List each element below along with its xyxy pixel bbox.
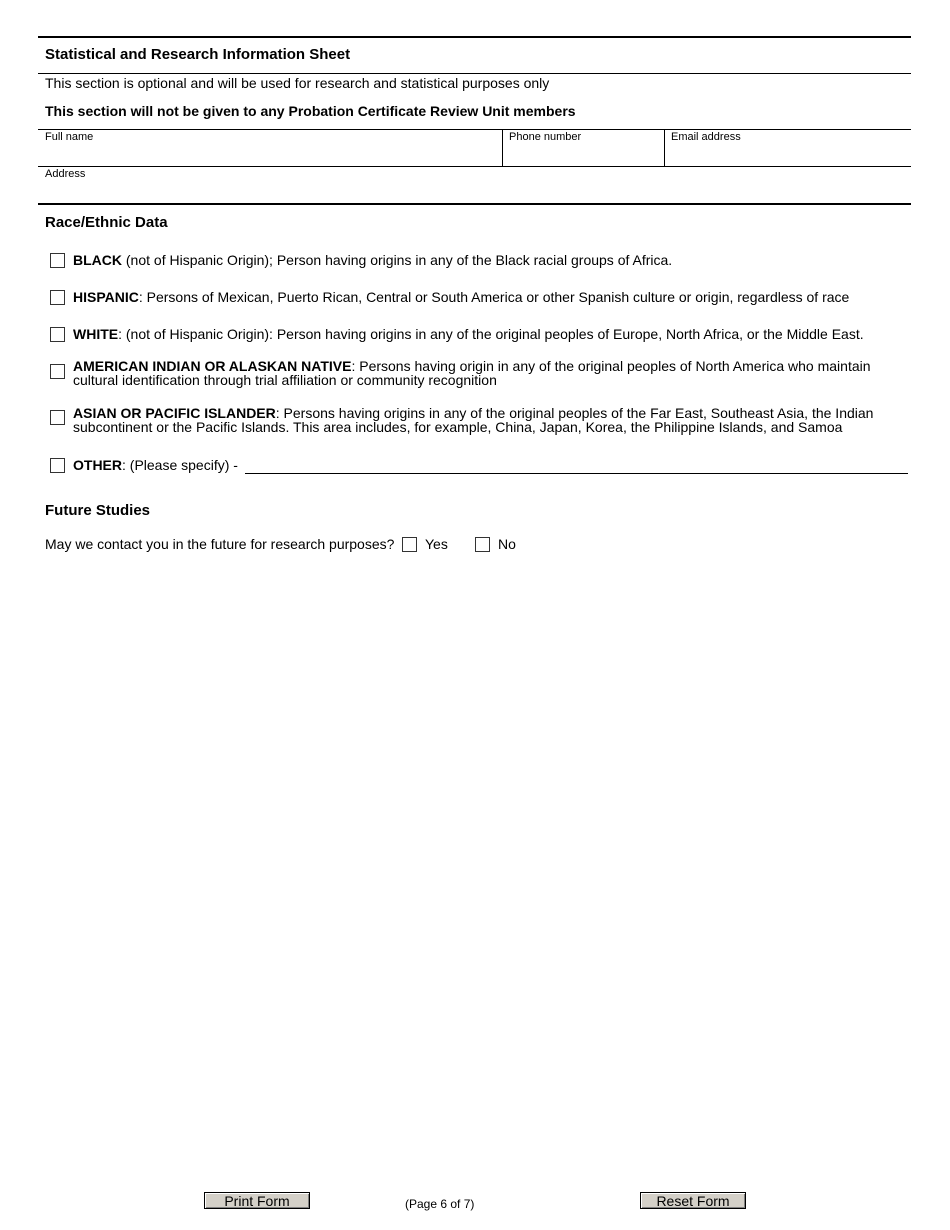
other-checkbox[interactable]	[50, 458, 65, 473]
asian-pacific-checkbox[interactable]	[50, 410, 65, 425]
asian-pacific-desc-line2: subcontinent or the Pacific Islands. This area includes, for example, China, Japan, Korea, the Philippine Islands, and Samoa	[73, 419, 843, 435]
other-option-text	[73, 458, 238, 472]
contact-no-label: No	[498, 536, 516, 552]
address-label: Address	[45, 168, 86, 180]
contact-yes-label: Yes	[425, 536, 448, 552]
top-rule	[38, 36, 911, 38]
black-desc: (not of Hispanic Origin); Person having origins in any of the Black racial groups of Africa.	[122, 252, 673, 268]
email-label: Email address	[671, 131, 741, 143]
white-option-text	[73, 327, 864, 341]
black-checkbox[interactable]	[50, 253, 65, 268]
hispanic-desc: : Persons of Mexican, Puerto Rican, Central or South America or other Spanish culture or origin, regardless of race	[138, 289, 850, 305]
hispanic-term: HISPANIC	[73, 289, 139, 305]
contact-yes-checkbox[interactable]	[402, 537, 417, 552]
white-desc: : (not of Hispanic Origin): Person having origins in any of the original peoples of Europe, North Africa, or the Middle East.	[118, 326, 864, 342]
american-indian-term: AMERICAN INDIAN OR ALASKAN NATIVE	[73, 358, 352, 374]
email-field[interactable]	[665, 130, 910, 166]
other-desc: : (Please specify) -	[122, 457, 238, 473]
asian-pacific-option-text	[73, 406, 873, 434]
black-option-text	[73, 253, 672, 267]
phone-label: Phone number	[509, 131, 582, 143]
reset-form-button[interactable]: Reset Form	[640, 1192, 746, 1209]
future-heading: Future Studies	[45, 502, 151, 519]
american-indian-desc-line2: cultural identification through trial affiliation or community recognition	[73, 372, 497, 388]
hispanic-option-text	[73, 290, 849, 304]
other-specify-field[interactable]	[245, 456, 908, 473]
print-form-button[interactable]: Print Form	[204, 1192, 310, 1209]
sheet-title: Statistical and Research Information Sheet	[45, 46, 351, 63]
white-term: WHITE	[73, 326, 119, 342]
american-indian-checkbox[interactable]	[50, 364, 65, 379]
contact-no-checkbox[interactable]	[475, 537, 490, 552]
other-specify-line	[245, 473, 908, 474]
confidential-note: This section will not be given to any Probation Certificate Review Unit members	[45, 103, 576, 119]
full-name-field[interactable]	[39, 130, 501, 166]
black-term: BLACK	[73, 252, 122, 268]
white-checkbox[interactable]	[50, 327, 65, 342]
optional-note: This section is optional and will be used for research and statistical purposes only	[45, 75, 550, 91]
contact-question: May we contact you in the future for research purposes?	[45, 536, 395, 552]
hispanic-checkbox[interactable]	[50, 290, 65, 305]
asian-pacific-term: ASIAN OR PACIFIC ISLANDER	[73, 405, 276, 421]
race-heading: Race/Ethnic Data	[45, 214, 168, 231]
page-indicator: (Page 6 of 7)	[405, 1197, 475, 1211]
full-name-label: Full name	[45, 131, 94, 143]
american-indian-option-text	[73, 359, 871, 387]
fields-bottom-rule	[38, 203, 911, 205]
address-field[interactable]	[39, 167, 910, 203]
asian-pacific-desc: : Persons having origins in any of the original peoples of the Far East, Southeast Asia, the Indian	[275, 405, 874, 421]
phone-field[interactable]	[503, 130, 663, 166]
american-indian-desc: : Persons having origin in any of the original peoples of North America who maintain	[351, 358, 871, 374]
other-term: OTHER	[73, 457, 122, 473]
title-rule	[38, 73, 911, 74]
